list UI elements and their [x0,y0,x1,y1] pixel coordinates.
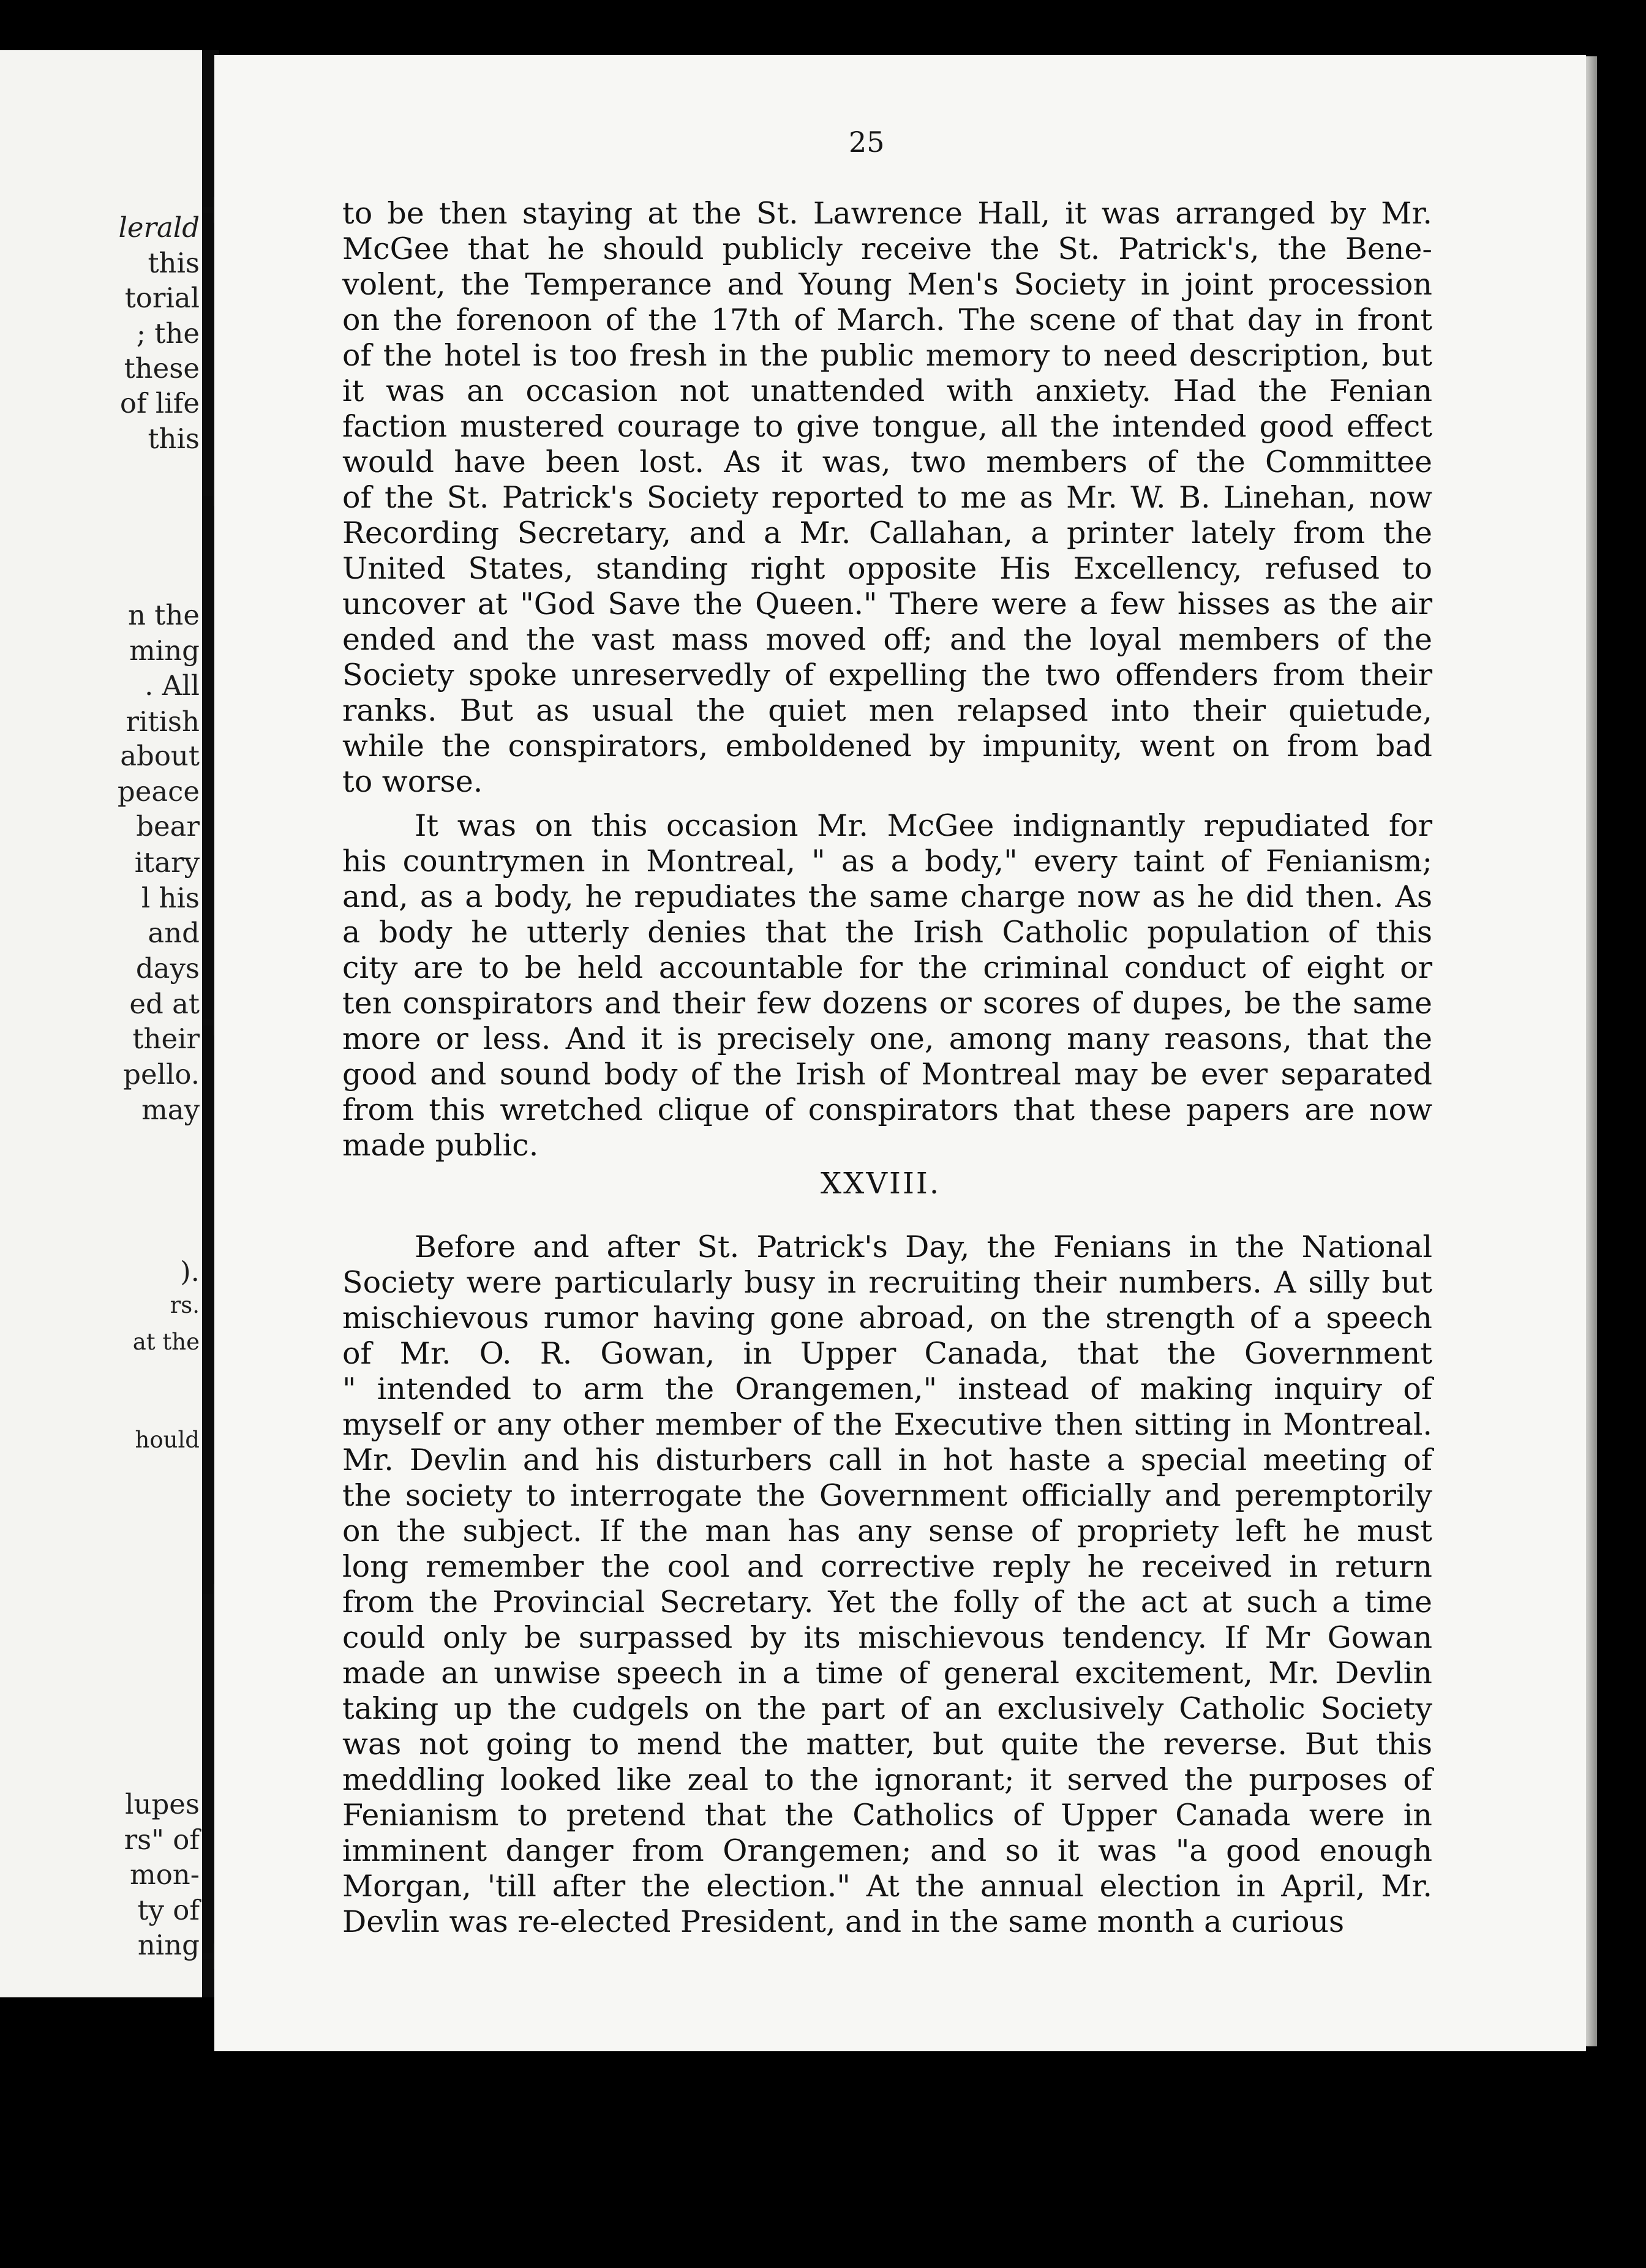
left-page-fragment-line: days [135,952,200,985]
paragraph-1 [342,196,1432,800]
left-page-fragment-line: these [124,352,200,385]
left-page-fragment-line: at the [132,1329,200,1355]
text-line: to worse. [342,764,483,799]
text-line: would have been lost. As it was, two members of the Committee [342,445,1432,479]
text-line: ten conspirators and their few dozens or scores of dupes, be the same [342,986,1432,1021]
text-line: of the hotel is too fresh in the public memory to need description, but [342,338,1432,373]
left-page-fragment-line: of life [119,387,200,419]
left-page-fragment-line: about [120,740,200,772]
text-line: ranks. But as usual the quiet men relapsed into their quietude, [342,693,1432,728]
text-line: Morgan, 'till after the election." At the annual election in April, Mr. [342,1869,1432,1904]
left-page-fragment-line: rs. [170,1292,200,1318]
text-line: good and sound body of the Irish of Montreal may be ever separated [342,1057,1432,1092]
text-line: while the conspirators, emboldened by impunity, went on from bad [342,729,1432,764]
left-page-fragment [0,50,202,1997]
text-line: taking up the cudgels on the part of an exclusively Catholic Society [342,1691,1432,1726]
left-page-fragment-line: their [132,1023,200,1055]
left-page-fragment-line: ; the [136,317,200,350]
text-line: of Mr. O. R. Gowan, in Upper Canada, that the Government [342,1336,1432,1371]
text-line: a body he utterly denies that the Irish Catholic population of this [342,915,1432,950]
text-line: mischievous rumor having gone abroad, on the strength of a speech [342,1301,1432,1335]
text-line: to be then staying at the St. Lawrence Hall, it was arranged by Mr. [342,196,1432,231]
left-page-fragment-line: ning [137,1929,200,1961]
text-line: Society were particularly busy in recruiting their numbers. A silly but [342,1265,1432,1300]
left-page-fragment-line: lerald [118,211,200,244]
left-page-fragment-line: l his [141,882,200,914]
text-line: myself or any other member of the Executive then sitting in Montreal. [342,1407,1432,1442]
left-page-fragment-line: torial [124,282,200,314]
left-page-fragment-line: rs" of [124,1823,200,1856]
text-line: It was on this occasion Mr. McGee indignantly repudiated for [415,808,1432,843]
left-page-fragment-line: ed at [129,988,200,1020]
left-page-fragment-line: ming [129,634,200,667]
text-line: Fenianism to pretend that the Catholics of Upper Canada were in [342,1798,1432,1833]
text-line: " intended to arm the Orangemen," instead of making inquiry of [342,1372,1432,1406]
page-number: 25 [849,126,885,159]
left-page-fragment-line: mon- [130,1858,200,1891]
text-line: of the St. Patrick's Society reported to me as Mr. W. B. Linehan, now [342,480,1432,515]
left-page-text-column [0,50,202,1997]
left-page-fragment-line: bear [136,810,200,843]
text-line: on the forenoon of the 17th of March. The scene of that day in front [342,302,1432,337]
text-line: meddling looked like zeal to the ignorant; it served the purposes of [342,1762,1432,1797]
left-page-fragment-line: may [141,1094,200,1126]
text-line: Recording Secretary, and a Mr. Callahan, a printer lately from the [342,516,1432,550]
text-line: uncover at "God Save the Queen." There were a few hisses as the air [342,587,1432,621]
text-line: McGee that he should publicly receive the St. Patrick's, the Bene- [342,231,1432,266]
left-page-fragment-line: hould [135,1427,200,1453]
text-line: the society to interrogate the Government officially and peremptorily [342,1478,1432,1513]
text-line: Society spoke unreservedly of expelling the two offenders from their [342,658,1432,693]
text-line: was not going to mend the matter, but quite the reverse. But this [342,1727,1432,1762]
left-page-fragment-line: this [148,247,200,279]
left-page-fragment-line: ritish [126,705,200,738]
section-heading: XXVIII. [821,1166,941,1201]
text-line: from the Provincial Secretary. Yet the folly of the act at such a time [342,1585,1432,1620]
text-line: Mr. Devlin and his disturbers call in hot haste a special meeting of [342,1443,1432,1478]
left-page-fragment-line: . All [145,669,200,702]
left-page-fragment-line: this [148,422,200,455]
text-line: it was an occasion not unattended with anxiety. Had the Fenian [342,374,1432,408]
text-line: imminent danger from Orangemen; and so it was "a good enough [342,1833,1432,1868]
text-line: city are to be held accountable for the criminal conduct of eight or [342,950,1432,985]
text-line: long remember the cool and corrective reply he received in return [342,1549,1432,1584]
left-page-fragment-line: pello. [123,1058,200,1091]
left-page-fragment-line: lupes [125,1788,200,1820]
text-line: made an unwise speech in a time of general excitement, Mr. Devlin [342,1656,1432,1691]
paragraph-3 [342,1230,1432,1940]
text-line: could only be surpassed by its mischievous tendency. If Mr Gowan [342,1620,1432,1655]
text-line: faction mustered courage to give tongue, all the intended good effect [342,409,1432,444]
text-line: and, as a body, he repudiates the same charge now as he did then. As [342,879,1432,914]
text-line: more or less. And it is precisely one, among many reasons, that the [342,1021,1432,1056]
text-line: from this wretched clique of conspirators that these papers are now [342,1092,1432,1127]
text-line: ended and the vast mass moved off; and the loyal members of the [342,622,1432,657]
left-page-fragment-line: peace [117,775,200,808]
text-line: United States, standing right opposite His Excellency, refused to [342,551,1432,586]
text-line: Before and after St. Patrick's Day, the Fenians in the National [415,1230,1432,1264]
left-page-fragment-line: ). [180,1255,200,1288]
text-line: made public. [342,1128,539,1163]
text-line: his countrymen in Montreal, " as a body," every taint of Fenianism; [342,844,1432,879]
left-page-fragment-line: ty of [137,1894,200,1926]
left-page-fragment-line: n the [128,599,200,631]
paragraph-2 [342,808,1432,1163]
left-page-fragment-line: itary [134,846,200,879]
text-line: on the subject. If the man has any sense of propriety left he must [342,1514,1432,1549]
text-line: volent, the Temperance and Young Men's Society in joint procession [342,267,1432,302]
page-edge [1586,56,1597,2046]
text-line: Devlin was re-elected President, and in the same month a curious [342,1904,1345,1939]
left-page-fragment-line: and [148,917,200,949]
